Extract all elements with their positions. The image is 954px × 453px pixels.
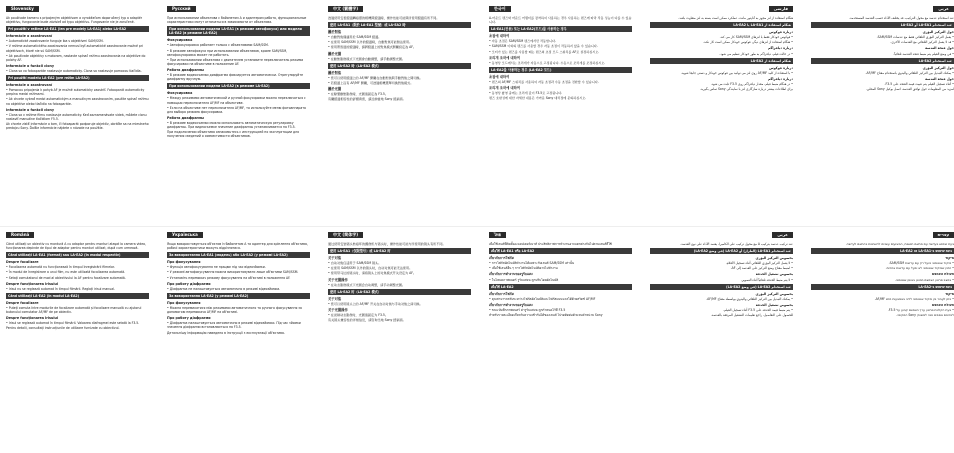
body-text: • В режиме видеосъемки можно использовать автоматическую регулировку диафрагмы. При видеосъемке значение диафрагмы устанавливается на F3.5.	[167, 120, 296, 129]
body-text: • قد لا يعمل التركيز التلقائي مع العدسات الأخرى.	[890, 40, 954, 45]
body-text: • คุณสามารถสลับระหว่างโฟกัสอัตโนมัติและโฟกัสแมนนวลได้ด้วยสวิตช์ AF/MF	[489, 296, 596, 301]
body-text: عند تركيب عدسة بتركيب A مع محول تركيب على الكاميرا، يعتمد الأداء على نوع العدسة.	[680, 242, 793, 246]
section-header-bar: При использовании модели LA-EA2 (в режиме LA-EA2)	[167, 83, 310, 89]
body-text: • Діафрагма налаштовується автоматично в режимі відеозйомки. Під час зйомки значення діафрагми встановлюється на F3.5.	[167, 321, 301, 330]
body-text: • هنگام استفاده از لنزهای دیگر، فوکوس خودکار ممکن است کار نکند.	[703, 40, 793, 45]
section-header-bar: בעת שימוש ב-LA-EA1 או LA-EA2	[811, 248, 954, 254]
body-text: 通过使用安装镜头转接环的摄像机与镜头时，操作性能可能与所使用的镜头有所不同。	[328, 242, 446, 246]
subsection-heading: بخصوص التركيز البؤري	[755, 291, 793, 296]
section-header-bar: عند استخدام LA-EA1 (الطراز) أو LA-EA2 (في وضع LA-EA2)	[650, 248, 793, 254]
body-text: • 自动对焦仅适用于 SAM/SSM 镜头。	[328, 261, 382, 266]
language-tab: Română	[6, 232, 34, 238]
body-text: • 您可以使用镜头上的 AF/MF 开关在自动对焦与手动对焦之间切换。	[328, 301, 423, 306]
language-panel-p11	[650, 232, 793, 446]
language-panel-p9	[328, 232, 471, 446]
subsection-heading: 조리개 조작에 대하여	[489, 86, 520, 91]
body-text: • 使用帶馬達的鏡頭時，請將鏡頭上的對焦模式開關設定為 AF。	[328, 45, 417, 50]
body-text: • Focalizarea automată nu funcționează în timpul înregistrării filmelor.	[6, 265, 115, 270]
subsection-heading: เกี่ยวกับการโฟกัส	[489, 291, 514, 296]
subsection-heading: Informácie o funkcii clony	[6, 107, 54, 112]
section-header-bar: LA-EA1(전용) 또는 LA-EA2(모드)를 사용하는 경우	[489, 26, 632, 32]
body-text: • Діафрагма не налаштовується автоматично в режимі відеозйомки.	[167, 286, 281, 291]
body-text: • لا يتم ضبط الحدقة تلقائياً أثناء التصوير.	[740, 277, 793, 282]
section-header-bar: เมื่อใช้ LA-EA1 หรือ LA-EA2	[489, 248, 632, 254]
subsection-heading: درباره دیافراگم	[767, 46, 793, 51]
body-text: • 렌즈의 AF/MF 스위치를 사용하여 자동 초점과 수동 초점을 전환할 수 있습니다.	[489, 80, 599, 85]
body-text: • 모터가 있는 렌즈를 사용할 때는 렌즈의 초점 모드 스위치를 AF로 설정하십시오.	[489, 49, 600, 54]
body-text: • Pomocou pripojenia k pohyb AF je možné automaticky zaostriť. Fotoaparát automaticky prepína medzi režimami.	[6, 88, 145, 97]
body-text: • در هنگام ضبط فیلم، مقدار دیافراگم روی F3.5 ثابت می شود.	[710, 82, 793, 87]
section-header-bar: عند استخدام LA-EA2 (في وضع LA-EA2)	[650, 284, 793, 290]
body-text: • בעת הקלטת סרטון ערך הצמצם קבוע על F3.5.	[887, 308, 954, 313]
language-tab: فارسی	[769, 6, 793, 12]
subsection-heading: درباره فوکوس	[769, 65, 793, 70]
subsection-heading: 초점에 대하여	[489, 74, 510, 79]
body-text: • في وضع الفيلم يتم ضبط فتحة العدسة تلقائياً.	[893, 51, 954, 56]
subsection-heading: درباره دیافراگم	[767, 76, 793, 81]
subsection-heading: Про фокусування	[167, 260, 201, 265]
body-text: • لا يعمل التركيز البؤري التلقائي أثناء تسجيل الأفلام.	[725, 261, 793, 266]
body-text: เมื่อใช้เลนส์ที่ติดตั้งอะแดปเตอร์เมาท์ ประสิทธิภาพการทำงานอาจแตกต่างกันไปตามเลนส์ที่ใช้	[489, 242, 612, 246]
language-panel-p12	[811, 232, 954, 446]
body-text: • В режиме видеосъемки диафрагма фиксируется автоматически. Отрегулируйте диафрагму вручную.	[167, 73, 304, 82]
body-text: عند استخدام عدسة مع محول التركيب، قد يختلف الأداء حسب العدسة المستخدمة.	[849, 16, 954, 20]
language-panel-p3	[328, 6, 471, 220]
section-header-bar: За використання LA-EA2 (у режимі LA-EA2)	[167, 293, 310, 299]
body-text: هنگام استفاده از لنز مجهز به آداپتور مانت، عملکرد ممکن است بسته به لنز متفاوت باشد.	[678, 16, 793, 20]
body-text: • V režime automatického zaostrovania nemusí byť automatické zaostrovanie možné pri objektívoch, ktoré nie sú SAM/SSM.	[6, 44, 143, 53]
subsection-heading: حول التركيز البؤري	[922, 65, 954, 70]
language-tab: 한국어	[489, 6, 511, 12]
subsection-heading: Работа диафрагмы	[167, 115, 204, 120]
body-text: • Ak používate objektívy s motorom, nastavte spínač režimu zaostrovania na objektíve do polohy AF.	[6, 53, 146, 62]
subsection-heading: 초점에 대하여	[489, 34, 510, 39]
subsection-heading: Despre focalizare	[6, 260, 39, 265]
body-text: للحصول على التفاصيل، راجع تعليمات التشغيل المرفقة بالعدسة.	[710, 313, 793, 318]
body-text: 有关镜头兼容性的详细信息，请咨询当地 Sony 经销商。	[328, 318, 406, 323]
language-panel-p2	[167, 6, 310, 220]
body-text: • Puteți comuta între modurile de focalizare automată și focalizare manuală cu ajutorul butonului comutator AF/MF de pe obiectiv.	[6, 306, 142, 315]
subsection-heading: 關於光圈	[328, 51, 342, 56]
body-text: • 자동 초점은 SAM/SSM 렌즈에서만 작동합니다.	[489, 39, 556, 44]
section-header-bar: При использовании модели LA-EA1 (в режиме автофокуса) или модели LA-EA2 (в режиме LA-EA2)	[167, 26, 310, 36]
body-text: • Setați comutatorul de mod al obiectivului la AF pentru focalizare automată.	[6, 275, 126, 280]
body-text: • ייתכן שמיקוד אוטומטי לא יפעל עם עדשות אחרות.	[885, 266, 954, 271]
body-text: • În modul de înregistrare a unui film, nu este utilizată focalizarea automată.	[6, 270, 126, 275]
section-header-bar: 使用 LA-EA1（限於 LA-EA1 型號）或 LA-EA2 時	[328, 22, 471, 28]
subsection-heading: מיקוד	[945, 256, 954, 261]
language-tab: Русский	[167, 6, 196, 12]
subsection-heading: 关于对焦	[328, 296, 342, 301]
subsection-heading: เกี่ยวกับการทำงานของรูรับแสง	[489, 302, 533, 307]
body-text: • أثناء تسجيل الفيلم يتم تثبيت قيمة الفتحة على F3.5.	[884, 82, 954, 87]
body-text: Pentru detalii, consultați instrucțiunile de utilizare furnizate cu obiectivul.	[6, 326, 120, 331]
body-text: Детальнішу інформацію наведено в інструкції з експлуатації об'єктива.	[167, 330, 285, 335]
body-text: בעת שימוש בעדשה עם מתאם תושבת, הביצועים עשויים להשתנות בהתאם לעדשה.	[845, 242, 954, 246]
subsection-heading: เกี่ยวกับการทำงานของรูรับแสง	[489, 272, 533, 277]
subsection-heading: 關於對焦	[328, 30, 342, 35]
body-text: • Clona sa vo fotoaparáte nastavuje automaticky. Clona sa nastavuje pomocou tlačidla.	[6, 68, 142, 73]
body-text: 렌즈 호환성에 대한 자세한 내용은 가까운 Sony 대리점에 문의하십시오.	[489, 96, 587, 101]
subsection-heading: Informácie o zaostrovaní	[6, 34, 53, 39]
language-panel-p4	[489, 6, 632, 220]
section-header-bar: Pri použití modelu LA-EA2 (pre režim LA-EA2)	[6, 75, 149, 81]
body-text: • 동영상 모드에서는 조리개가 자동으로 고정됩니다. 수동으로 조리개를 조정하십시오.	[489, 60, 606, 65]
body-text: • במצב סרטון הצמצם מכוונן באופן אוטומטי.	[894, 277, 954, 282]
body-text: Ak chcete zistiť informácie o tom, či fotoaparát podporuje objektív, obráťte sa na miestneho predajcu Sony. Ďalšie informácie nájdete v návode na použitie.	[6, 121, 149, 130]
body-text: • Автофокусировка работает только с объективами SAM/SSM.	[167, 43, 269, 48]
language-panel-p5	[650, 6, 793, 220]
body-text: • يمكنك التبديل بين التركيز التلقائي واليدوي باستخدام مفتاح AF/MF.	[865, 70, 954, 75]
body-text: • מיקוד אוטומטי פועל רק עם עדשות SAM/SSM.	[888, 261, 954, 266]
section-header-bar: 使用 LA-EA2 时（LA-EA2 模式）	[328, 289, 471, 295]
body-text: • เมื่อใช้เลนส์อื่น ๆ การโฟกัสอัตโนมัติอาจไม่ทำงาน	[489, 266, 558, 271]
body-text: • 在動態影像模式下光圈會自動調整，請手動調整光圈。	[328, 56, 406, 61]
subsection-heading: درباره فوکوس	[769, 30, 793, 35]
section-header-bar: 使用 LA-EA1（仅限型号）或 LA-EA2 时	[328, 248, 471, 254]
body-text: • 在录制动态影像时，光圈值固定为 F3.5。	[328, 313, 388, 318]
subsection-heading: 關於光圈	[328, 87, 342, 92]
body-text: • В режиме автофокуса при использовании объективов, кроме SAM/SSM, автофокусировка может не работать.	[167, 48, 288, 57]
body-text: • با استفاده از کلید AF/MF روی لنز می توانید بین فوکوس خودکار و دستی جابجا شوید.	[680, 70, 793, 75]
language-tab: 中文 (简体字)	[328, 232, 363, 238]
language-panel-p7	[6, 232, 149, 446]
body-text: Ak používate kameru s pripojeným objektívom a vyrobiteľom doporučený typ a adaptér objektívu, fungovanie bude závisieť od typu objektívu. Fungovanie nie je zaručené.	[6, 16, 143, 25]
subsection-heading: 关于对焦	[328, 256, 342, 261]
language-tab: عربي	[772, 232, 793, 238]
subsection-heading: 关于光圈操作	[328, 277, 348, 282]
subsection-heading: Фокусировка	[167, 91, 193, 96]
body-text: • فوکوس خودکار فقط با لنزهای SAM/SSM کار می کند.	[719, 35, 793, 40]
body-text: • SAM/SSM 이외의 렌즈를 사용할 경우 자동 초점이 작동하지 않을 수 있습니다.	[489, 44, 598, 49]
body-text: • Если на объективе нет переключателя AF/MF, то используйте меню фотоаппарата для выбора режима фокусировки.	[167, 105, 306, 114]
language-tab: עברית	[933, 232, 954, 238]
subsection-heading: Про роботу діафрагми	[167, 281, 211, 286]
body-text: • ניתן לעבור בין מיקוד אוטומטי לידני באמצעות מתג AF/MF.	[874, 296, 954, 301]
subsection-heading: Работа диафрагмы	[167, 67, 204, 72]
subsection-heading: بخصوص تشغيل الحدقة	[755, 302, 793, 307]
body-text: При использовании объектива с байонетом A и адаптером работа, функциональные характеристики могут отличаться в зависимости от объектива.	[167, 16, 307, 25]
body-text: • 동영상 촬영 중에는 조리개 값이 F3.5로 고정됩니다.	[489, 91, 563, 96]
subsection-heading: เกี่ยวกับการโฟกัส	[489, 256, 514, 261]
body-text: • ในโหมดภาพยนตร์ รูรับแสงจะถูกปรับโดยอัตโนมัติ	[489, 277, 559, 282]
body-text: • 使用带马达的镜头时，请将镜头上的对焦模式开关设定为 AF。	[328, 271, 417, 276]
body-text: • يعمل التركيز البؤري التلقائي فقط مع عدسات SAM/SSM.	[876, 35, 954, 40]
body-text: • При использовании объектива с двигателем установите переключатель режима фокусировки на объективе в положение AF.	[167, 57, 304, 66]
language-panel-p10	[489, 232, 632, 446]
body-text: • 在使用 SAM/SSM 以外的鏡頭時，自動對焦可能無法使用。	[328, 40, 413, 45]
body-text: • 您可以使用鏡頭上的 AF/MF 開關在自動對焦與手動對焦之間切換。	[328, 75, 423, 80]
body-text: При подключении объектива ознакомьтесь с инструкцией по эксплуатации для получения сведений о совместимости объективов.	[167, 130, 299, 139]
subsection-heading: حول فتحة العدسة	[925, 46, 954, 51]
body-text: • Automatické zaostrovanie funguje iba s objektívmi SAM/SSM.	[6, 39, 104, 44]
body-text: • ขณะบันทึกภาพยนตร์ ค่ารูรับแสงจะถูกกำหนดไว้ที่ F3.5	[489, 308, 566, 313]
subsection-heading: Despre focalizare	[6, 300, 39, 305]
body-text: • 在使用 SAM/SSM 以外的镜头时，自动对焦可能无法使用。	[328, 266, 413, 271]
body-text: • يتم ضبط قيمة الحدقة على F3.5 أثناء تسجيل الفيلم.	[723, 308, 793, 313]
language-panel-p8	[167, 232, 310, 446]
section-header-bar: عند استخدام LA-EA2	[811, 58, 954, 64]
body-text: • Irisul se reglează automat în timpul filmării. Valoarea diafragmei este setată la F3.5.	[6, 321, 140, 326]
section-header-bar: Pri použití v režime LA-EA1 (len pre modely LA-EA1) alebo LA-EA2	[6, 26, 149, 32]
subsection-heading: حول التركيز البؤري	[922, 30, 954, 35]
body-text: • 在錄製動態影像時，光圈值固定為 F3.5。	[328, 92, 388, 97]
subsection-heading: מיקוד	[945, 291, 954, 296]
body-text: • Ak chcete vybrať medzi automatickým a manuálnym zaostrovaním, použite spínač režimu na objektíve alebo tlačidlo na fotoaparáte.	[6, 97, 149, 106]
section-header-bar: Când utilizați LA-EA2 (în modul LA-EA2)	[6, 293, 149, 299]
language-tab: عربي	[933, 6, 954, 12]
subsection-heading: Про фокусування	[167, 300, 201, 305]
body-text: • اضبط مفتاح وضع التركيز على العدسة إلى AF.	[730, 266, 793, 271]
body-text: לפרטים נוספים פנה למשווק Sony המקומי.	[896, 313, 954, 318]
subsection-heading: 关于光圈操作	[328, 308, 348, 313]
subsection-heading: Про роботу діафрагми	[167, 316, 211, 321]
body-text: • Irisul nu se reglează automat în timpul filmării. Reglați irisul manual.	[6, 286, 115, 291]
section-header-bar: За використання LA-EA1 (модель) або LA-EA2 (у режимі LA-EA2)	[167, 252, 310, 258]
language-tab: ไทย	[489, 232, 506, 238]
subsection-heading: Despre funcționarea irisului	[6, 316, 58, 321]
body-text: 透過使用安裝鏡頭轉接環的相機與鏡頭時，操作性能可能與所使用鏡頭有所不同。	[328, 16, 440, 20]
body-text: • 在动态影像模式下光圈会自动调整，请手动调整光圈。	[328, 282, 406, 287]
language-panel-p1	[6, 6, 149, 220]
subsection-heading: Despre funcționarea irisului	[6, 281, 58, 286]
body-text: • Можна перемикатися між режимами автоматичного та ручного фокусування за допомогою перемикача AF/MF на об'єктиві.	[167, 306, 302, 315]
language-tab: Slovensky	[6, 6, 39, 12]
section-header-bar: 使用 LA-EA2 時（LA-EA2 模式）	[328, 63, 471, 69]
language-tab: Українська	[167, 232, 203, 238]
body-text: • Установіть перемикач режиму фокусування на об'єктиві в положення AF.	[167, 275, 291, 280]
subsection-heading: بخصوص التركيز البؤري	[755, 256, 793, 261]
body-text: • 若鏡頭上沒有 AF/MF 開關，可透過相機選單切換對焦模式。	[328, 81, 414, 86]
language-panel-p6	[811, 6, 954, 220]
subsection-heading: بخصوص تشغيل الحدقة	[755, 272, 793, 277]
section-header-bar: عند استخدام LA-EA1 أو LA-EA2	[811, 22, 954, 28]
section-header-bar: هنگام استفاده از LA-EA1 یا LA-EA2	[650, 22, 793, 28]
subsection-heading: Informácie o funkcii clony	[6, 63, 54, 68]
body-text: 有關鏡頭相容性的詳細資訊，請洽詢當地 Sony 經銷商。	[328, 97, 406, 102]
body-text: برای اطلاعات بیشتر درباره سازگاری لنز با نمایندگی Sony تماس بگیرید.	[699, 87, 793, 92]
subsection-heading: 關於對焦	[328, 70, 342, 75]
subsection-heading: Informácie o zaostrovaní	[6, 83, 53, 88]
body-text: • 自動對焦僅適用於 SAM/SSM 鏡頭。	[328, 35, 382, 40]
body-text: لمزيد من المعلومات حول توافق العدسة، اتصل بوكيل Sony المحلي.	[865, 87, 954, 92]
body-text: A-마운트 렌즈와 마운트 어댑터를 장착하여 사용하는 경우 사용하는 렌즈에 따라 작동 성능이 다를 수 있습니다.	[489, 16, 632, 25]
body-text: • Между режимами автоматической и ручной фокусировки можно переключаться с помощью переключателя AF/MF на объективе.	[167, 96, 306, 105]
language-tab: 中文 (繁體字)	[328, 6, 363, 12]
body-text: • การโฟกัสอัตโนมัติทำงานได้เฉพาะกับเลนส์ SAM/SSM เท่านั้น	[489, 261, 574, 266]
body-text: • Clona sa v režime filmu nastavuje automaticky. Keď zaznamenávate videá, môžete clonu nastaviť manuálne tlačidlom F5.5.	[6, 112, 147, 121]
row-divider	[0, 226, 954, 227]
body-text: สำหรับรายละเอียดเกี่ยวกับความเข้ากันได้ของเลนส์ โปรดติดต่อตัวแทนจำหน่าย Sony	[489, 313, 603, 318]
body-text: • يمكنك التبديل بين التركيز التلقائي واليدوي بواسطة مفتاح AF/MF.	[706, 296, 793, 301]
body-text: • در حالت فیلم، دیافراگم به طور خودکار تنظیم می شود.	[719, 51, 793, 56]
body-text: Якщо використовується об'єктив із байонетом A та адаптер для кріплення об'єктива, робочі характеристики можуть відрізнятися.	[167, 242, 308, 251]
section-header-bar: เมื่อใช้ LA-EA2	[489, 284, 632, 290]
body-text: • Функція автофокусування не працює під час відеозйомки.	[167, 265, 266, 270]
section-header-bar: Când utilizați LA-EA1 (format) sau LA-EA2 (în modul respectiv)	[6, 252, 149, 258]
section-header-bar: هنگام استفاده از LA-EA2	[650, 58, 793, 64]
body-text: • У режимі автофокусування можна використовувати лише об'єктиви SAM/SSM.	[167, 270, 299, 275]
subsection-heading: פעולת הצמצם	[931, 302, 954, 307]
subsection-heading: Фокусировка	[167, 38, 193, 43]
section-header-bar: LA-EA2를 사용하는 경우 (LA-EA2 모드)	[489, 67, 632, 73]
subsection-heading: حول فتحة العدسة	[925, 76, 954, 81]
subsection-heading: פעולת הצמצם	[931, 272, 954, 277]
subsection-heading: 조리개 조작에 대하여	[489, 55, 520, 60]
section-header-bar: בעת שימוש ב-LA-EA2	[811, 284, 954, 290]
body-text: Când utilizați un obiectiv cu montură A cu adaptor pentru monturi atașat la camera video, funcționarea depinde de tipul de adaptor pentru monturi utilizat, după cum urmează.	[6, 242, 147, 251]
